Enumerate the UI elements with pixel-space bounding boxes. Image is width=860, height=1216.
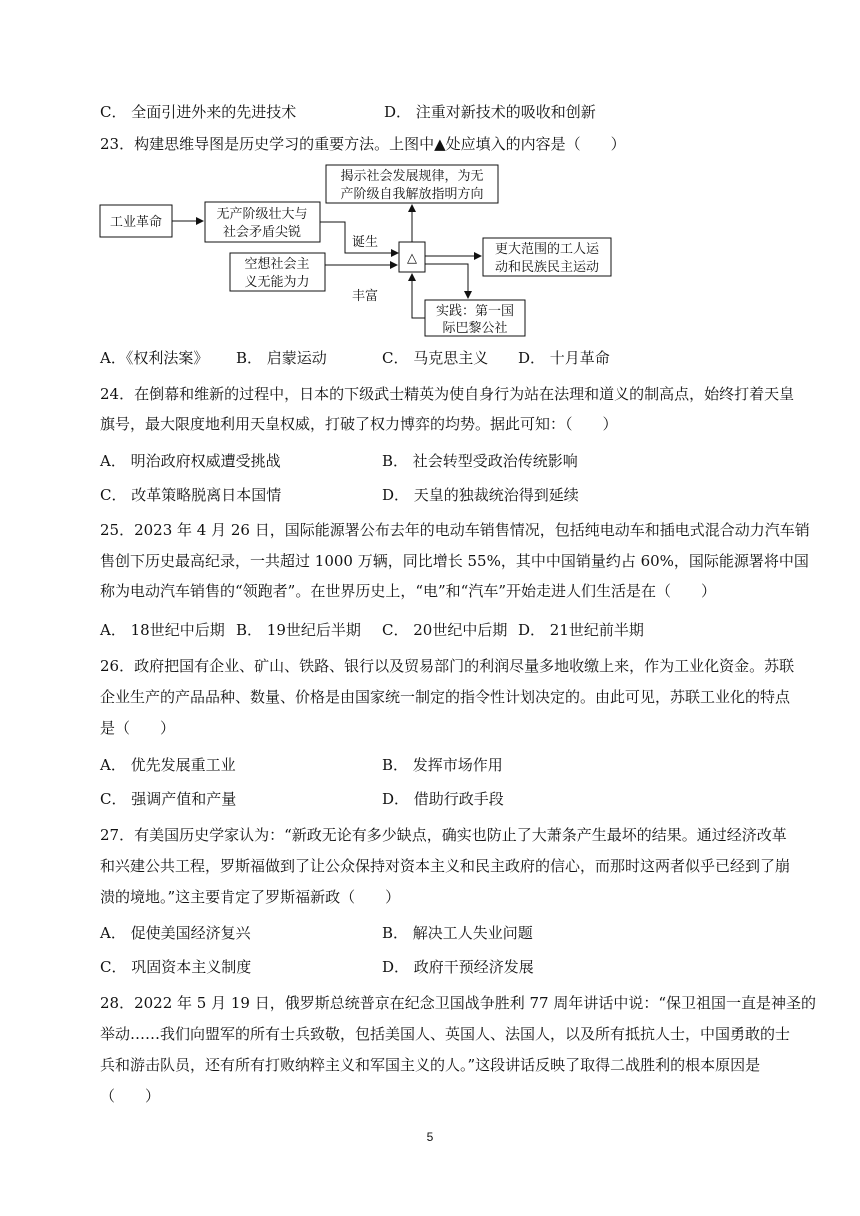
q26-line3: 是（ ） [100,719,176,737]
q27-option-b: B． 解决工人失业问题 [382,924,533,942]
q25-option-d: D． 21世纪前半期 [518,621,644,639]
q25-option-a: A． 18世纪中后期 [100,621,225,639]
box-practice-paris-commune [425,300,525,336]
box-center-triangle [399,242,425,272]
label-proletariat-line2: 社会矛盾尖锐 [222,225,302,240]
q23-option-d: D． 十月革命 [518,349,610,367]
box-utopian-socialism [230,253,325,291]
box-industrial-revolution [100,205,172,237]
q24-option-d: D． 天皇的独裁统治得到延续 [382,486,579,504]
q24-line1: 24．在倒幕和维新的过程中，日本的下级武士精英为使自身行为站在法理和道义的制高点，始终打着天皇 [100,385,795,403]
q25-line1: 25．2023 年 4 月 26 日，国际能源署公布去年的电动车销售情况，包括纯电动车和插电式混合动力汽车销 [100,521,810,539]
label-practice-line1: 实践：第一国 [435,304,515,319]
q27-line1: 27．有美国历史学家认为：“新政无论有多少缺点，确实也防止了大萧条产生最坏的结果。通过经济改革 [100,826,787,844]
label-reveal-line1: 揭示社会发展规律，为无 [340,169,484,184]
q27-option-d: D． 政府干预经济发展 [382,958,534,976]
center-triangle-symbol: △ [407,251,417,266]
label-practice-line2: 际巴黎公社 [442,321,508,336]
label-industrial-revolution: 工业革命 [109,215,163,230]
arrow-practice-to-center [412,274,425,318]
arrow-center-to-practice [425,264,468,298]
q24-option-c: C． 改革策略脱离日本国情 [100,486,282,504]
page-number: 5 [426,1130,434,1144]
label-utopian-line1: 空想社会主 [244,257,310,272]
label-reveal-line2: 产阶级自我解放指明方向 [340,187,484,202]
q24-line2: 旗号，最大限度地利用天皇权威，打破了权力博弈的均势。据此可知：（ ） [100,415,618,433]
label-proletariat-line1: 无产阶级壮大与 [216,207,308,222]
q22-option-d: D． 注重对新技术的吸收和创新 [384,103,596,121]
label-utopian-line2: 义无能为力 [244,275,310,290]
q25-line3: 称为电动汽车销售的“领跑者”。在世界历史上，“电”和“汽车”开始走进人们生活是在（ ） [100,582,717,600]
label-birth: 诞生 [352,235,379,250]
q27-line3: 溃的境地。”这主要肯定了罗斯福新政（ ） [100,888,401,906]
q23-stem: 23．构建思维导图是历史学习的重要方法。上图中▲处应填入的内容是（ ） [100,135,626,153]
q23-option-c: C． 马克思主义 [382,349,489,367]
q28-line2: 举动……我们向盟军的所有士兵致敬，包括美国人、英国人、法国人，以及所有抵抗人士，中国勇敢的士 [100,1025,791,1043]
box-reveal-laws [326,165,498,203]
label-wider-line2: 动和民族民主运动 [494,260,600,275]
q28-line4: （ ） [100,1087,161,1105]
q26-option-c: C． 强调产值和产量 [100,790,237,808]
mind-map-diagram [0,160,860,340]
q28-line1: 28．2022 年 5 月 19 日，俄罗斯总统普京在纪念卫国战争胜利 77 周年讲话中说：“保卫祖国一直是神圣的 [100,994,817,1012]
q26-option-d: D． 借助行政手段 [382,790,504,808]
q23-option-a: A．《权利法案》 [100,349,209,367]
q26-option-a: A． 优先发展重工业 [100,756,236,774]
q28-line3: 兵和游击队员，还有所有打败纳粹主义和军国主义的人。”这段讲话反映了取得二战胜利的根本原因是 [100,1056,761,1074]
q25-option-c: C． 20世纪中后期 [382,621,508,639]
box-wider-movements [483,238,611,276]
label-wider-line1: 更大范围的工人运 [494,242,600,257]
q26-line2: 企业生产的产品品种、数量、价格是由国家统一制定的指令性计划决定的。由此可见，苏联工业化的特点 [100,688,791,706]
q27-option-a: A． 促使美国经济复兴 [100,924,251,942]
q26-line1: 26．政府把国有企业、矿山、铁路、银行以及贸易部门的利润尽量多地收缴上来，作为工业化资金。苏联 [100,657,795,675]
q27-line2: 和兴建公共工程，罗斯福做到了让公众保持对资本主义和民主政府的信心，而那时这两者似乎已经到了崩 [100,857,791,875]
q27-option-c: C． 巩固资本主义制度 [100,958,252,976]
box-proletariat [205,202,320,242]
label-enrich: 丰富 [352,289,379,304]
q25-option-b: B． 19世纪后半期 [236,621,361,639]
q24-option-a: A． 明治政府权威遭受挑战 [100,452,281,470]
q25-line2: 售创下历史最高纪录，一共超过 1000 万辆，同比增长 55%，其中中国销量约占 60%，国际能源署将中国 [100,552,809,570]
q22-option-c: C． 全面引进外来的先进技术 [100,103,297,121]
q23-option-b: B． 启蒙运动 [236,349,327,367]
q26-option-b: B． 发挥市场作用 [382,756,503,774]
q24-option-b: B． 社会转型受政治传统影响 [382,452,578,470]
